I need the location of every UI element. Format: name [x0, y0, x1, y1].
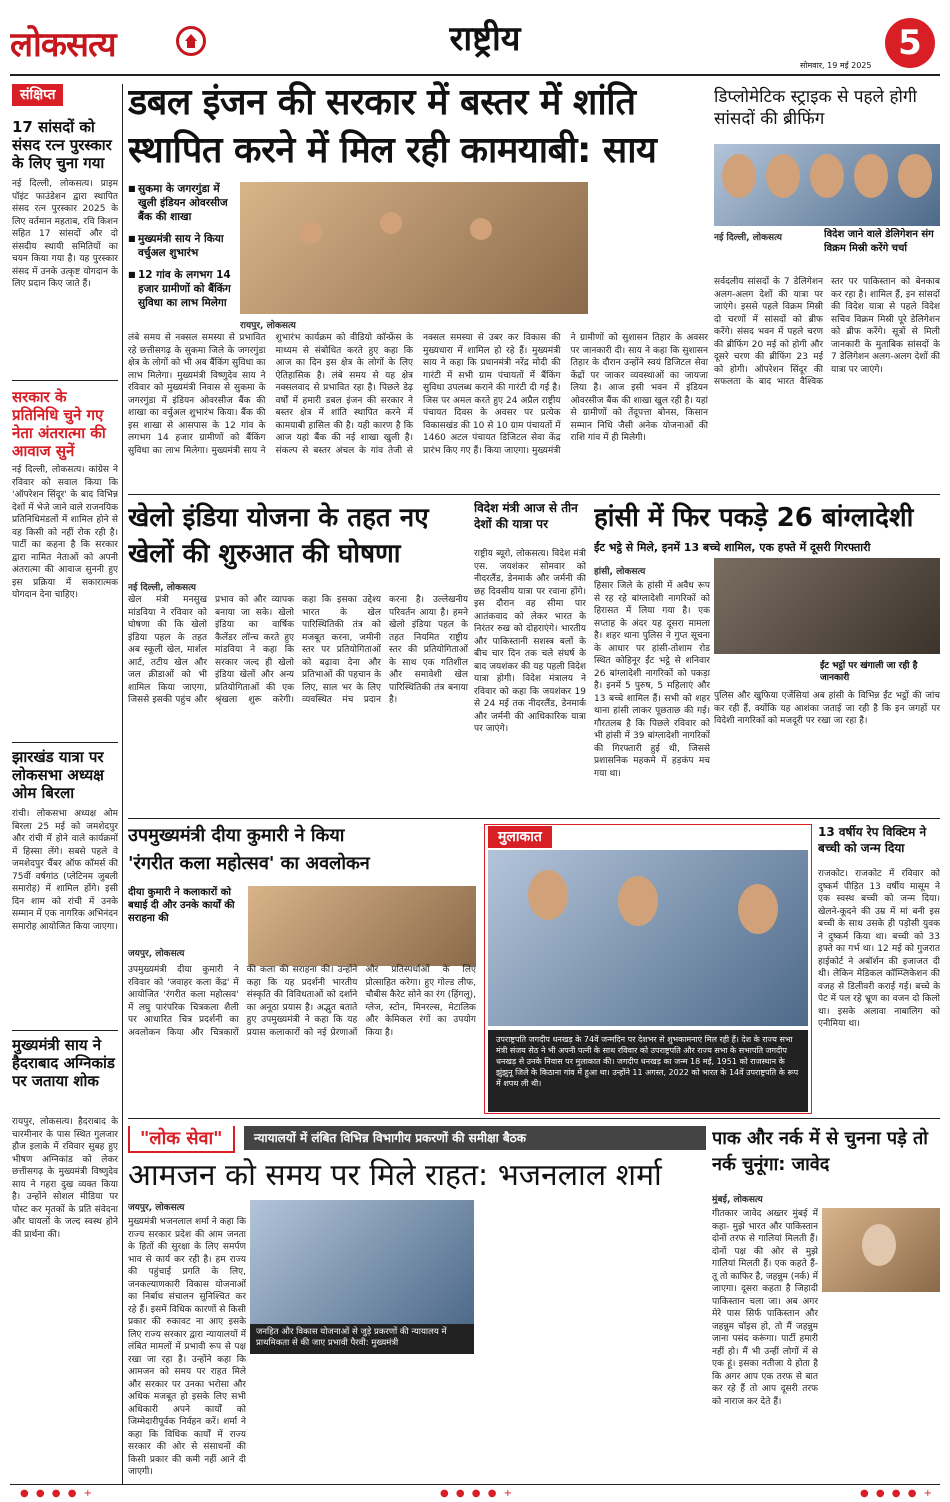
diplomatic-body: सर्वदलीय सांसदों के 7 डेलिगेशन अलग-अलग देशों की यात्रा पर जाएंगे। इससे पहले विक्रम मिस्री दो चरणों में सांसदों को ब्रीफ करेंगे। संसद भवन में पहले चरण की ब्रीफिंग 20 मई को होगी और दूसरे चरण की ब्रीफिंग 23 मई को होगी। ऑपरेशन सिंदूर की सफलता के बाद भारत वैश्विक स्तर पर पाकिस्तान को बेनकाब कर रहा है। शामिल हैं, इन सांसदों की विदेश यात्रा से पहले विदेश सचिव विक्रम मिस्री पूरे डेलिगेशन को ब्रीफ करेंगे। सूत्रों से मिली जानकारी के मुताबिक सांसदों के 7 डेलिगेशन अलग-अलग देशों की यात्रा पर जाएंगे। [714, 277, 940, 387]
brief-2-body: नई दिल्ली, लोकसत्य। कांग्रेस ने रविवार को सवाल किया कि 'ऑपरेशन सिंदूर' के बाद विभिन्न देशों में भेजे जाने वाले राजनयिक प्रतिनिधिमंडलों में शामिल होने से वह किसी को नहीं रोक रही है। पार्टी का कहना है कि सरकार द्वारा नामित नेताओं को अपनी अंतरात्मा की आवाज सुननी हुए इस प्रक्रिया में सकारात्मक योगदान देना चाहिए। [12, 465, 118, 600]
person-figure [300, 222, 322, 244]
lead-photo [240, 182, 588, 314]
lead-body: लंबे समय से नक्सल समस्या से प्रभावित रहे छत्तीसगढ़ के सुकमा जिले के जगरगुंडा क्षेत्र के लोगों को भी अब बैंकिंग सुविधा का लाभ मिलेगा। मुख्यमंत्री विष्णुदेव साय ने रविवार को मुख्यमंत्री निवास से सुकमा के जगरगुंडा में इंडियन ओवरसीज बैंक की शाखा का वर्चुअल शुभारंभ किया। बैंक की इस शाखा से आसपास के 12 गांव के लगभग 14 हजार ग्रामीणों को बैंकिंग सुविधा का लाभ मिलेगा। मुख्यमंत्री साय ने शुभारंभ कार्यक्रम को वीडियो कॉन्फ्रेंस के माध्यम से संबोधित करते हुए कहा कि आज का दिन इस क्षेत्र के लोगों के लिए ऐतिहासिक है। लंबे समय से यह क्षेत्र नक्सलवाद से प्रभावित रहा है। पिछले डेढ़ वर्षों में हमारी डबल इंजन की सरकार ने बस्तर क्षेत्र में शांति स्थापित करने में कामयाबी हासिल की है। यही कारण है कि आज यहां बैंक की नई शाखा खुली है। संकल्प से बस्तर अंचल के गांव तेजी से नक्सल समस्या से उबर कर विकास की मुख्यधारा में शामिल हो रहे हैं। मुख्यमंत्री साय ने कहा कि प्रधानमंत्री नरेंद्र मोदी की गारंटी में सभी ग्राम पंचायतों में बैंकिंग सुविधा उपलब्ध कराने की गारंटी दी गई है। जिस पर अमल करते हुए 24 अप्रैल राष्ट्रीय पंचायत दिवस के अवसर पर प्रत्येक विकासखंड की 10 से 10 ग्राम पंचायतों में 1460 अटल पंचायत डिजिटल सेवा केंद्र प्रारंभ किए गए हैं। किया जाएगा। मुख्यमंत्री ने ग्रामीणों को सुशासन तिहार के अवसर पर जानकारी दी। साय ने कहा कि सुशासन तिहार के दौरान उन्होंने स्वयं डिजिटल सेवा केंद्रों पर जाकर व्यवस्थाओं का जायजा लिया है। आज इसी भवन में इंडियन ओवरसीज बैंक की शाखा खुल रही है। यहां से ग्रामीणों को तेंदूपत्ता बोनस, किसान सम्मान निधि जैसी अनेक योजनाओं की राशि गांव में ही मिलेगी। [128, 333, 708, 456]
person-figure [862, 1224, 896, 1266]
lead-bullet: ■ 12 गांव के लगभग 14 हजार ग्रामीणों को बैंकिंग सुविधा का लाभ मिलेगा [128, 268, 236, 310]
divider [12, 742, 118, 743]
hansi-body: हिसार जिले के हांसी में अवैध रूप से रह रहे बांग्लादेशी नागरिकों को हिरासत में लिया गया है। एक सप्ताह के अंदर यह दूसरा मामला है। शहर थाना पुलिस ने गुप्त सूचना के आधार पर हांसी-तोशाम रोड स्थित कोहिनूर ईंट भट्ठे से शनिवार 26 बांग्लादेशी नागरिकों को पकड़ा है। इनमें 5 पुरुष, 5 महिलाएं और 13 बच्चे शामिल हैं। सभी को शहर थाना हांसी लाकर पूछताछ की गई। गौरतलब है कि पिछले रविवार को भी हांसी में 39 बांग्लादेशी नागरिकों की गिरफ्तारी हुई थी, जिससे प्रशासनिक महकमे में हड़कंप मच गया था। [594, 581, 710, 779]
lead-bullet: ■ सुकमा के जगरगुंडा में खुली इंडियन ओवरसीज बैंक की शाखा [128, 182, 236, 224]
mp-portrait [898, 154, 932, 198]
person-figure [528, 870, 568, 920]
hansi-photo [714, 558, 940, 654]
diya-headline-line-2: 'रंगरीत कला महोत्सव' का अवलोकन [128, 853, 370, 874]
diya-headline-line-1: उपमुख्यमंत्री दीया कुमारी ने किया [128, 825, 345, 846]
divider [128, 818, 940, 819]
javed-photo [822, 1208, 940, 1292]
diplomatic-pull-quote: विदेश जाने वाले डेलिगेशन संग विक्रम मिस्री करेंगे चर्चा [824, 229, 934, 254]
footer-rule [10, 1484, 940, 1485]
person-figure [738, 884, 778, 934]
khelo-headline: खेलो इंडिया योजना के तहत नए खेलों की शुरुआत की घोषणा [128, 503, 429, 569]
lokseva-headline: आमजन को समय पर मिले राहत: भजनलाल शर्मा [128, 1158, 662, 1193]
mulakat-tag: मुलाकात [488, 826, 578, 848]
diya-dateline: जयपुर, लोकसत्य [128, 949, 185, 958]
home-icon [176, 26, 206, 56]
mp-portrait [722, 154, 756, 198]
section-title: राष्ट्रीय [449, 19, 521, 59]
page-number: 5 [885, 18, 935, 68]
jaishankar-headline: विदेश मंत्री आज से तीन देशों की यात्रा पर [474, 501, 578, 531]
rajkot-body: राजकोट। राजकोट में रविवार को दुष्कर्म पीड़ित 13 वर्षीय मासूम ने एक स्वस्थ बच्ची को जन्म दिया। खेलने-कूदने की उम्र में मां बनी इस बच्ची के साथ उसके ही पड़ोसी युवक ने दुष्कर्म किया था। बच्ची को 33 हफ्ते का गर्भ था। 12 मई को गुजरात हाईकोर्ट ने अबॉर्शन की इजाजत दी थी। लेकिन मेडिकल कॉम्प्लिकेशन की वजह से डिलीवरी कराई गई। बच्चे के पेट में पल रहे भ्रूण का वजन दो किलो था। इसके अलावा नाबालिग को एनीमिया था। [818, 869, 940, 1029]
hansi-subhead: ईंट भट्ठे से मिले, इनमें 13 बच्चे शामिल, एक हफ्ते में दूसरी गिरफ्तारी [594, 541, 871, 554]
jaishankar-body: राष्ट्रीय ब्यूरो, लोकसत्य। विदेश मंत्री एस. जयशंकर सोमवार को नीदरलैंड, डेनमार्क और जर्मनी की छह दिवसीय यात्रा पर रवाना होंगे। इस दौरान वह सीमा पार आतंकवाद को लेकर भारत के निरंतर रुख को दोहराएंगे। भारतीय और पाकिस्तानी सशस्त्र बलों के बीच चार दिन तक चले संघर्ष के बाद जयशंकर की यह पहली विदेश यात्रा होगी। विदेश मंत्रालय ने रविवार को कहा कि जयशंकर 19 से 24 मई तक नीदरलैंड, डेनमार्क और जर्मनी की आधिकारिक यात्रा पर जाएंगे। [474, 549, 586, 734]
mp-portraits [714, 144, 940, 226]
khelo-dateline: नई दिल्ली, लोकसत्य [128, 583, 196, 592]
column-rule [122, 84, 123, 1484]
lead-dateline: रायपुर, लोकसत्य [240, 321, 296, 330]
lead-bullet: ■ मुख्यमंत्री साय ने किया वर्चुअल शुभारंभ [128, 232, 236, 260]
lokseva-kicker: न्यायालयों में लंबित विभिन्न विभागीय प्रकरणों की समीक्षा बैठक [244, 1126, 706, 1150]
footer-registration-mark: ● ● ● ● + [20, 1488, 94, 1499]
brief-section-tag: संक्षिप्त [12, 84, 112, 108]
brief-4-headline: मुख्यमंत्री साय ने हैदराबाद अग्निकांड पर जताया शोक [12, 1036, 115, 1090]
lead-bullets [128, 182, 236, 312]
masthead-rule [10, 74, 940, 76]
rajkot-headline: 13 वर्षीय रेप विक्टिम ने बच्ची को जन्म दिया [818, 825, 927, 855]
javed-headline: पाक और नर्क में से चुनना पड़े तो नर्क चुनूंगा: जावेद [712, 1128, 928, 1175]
brief-3-body: रांची। लोकसभा अध्यक्ष ओम बिरला 25 मई को जमशेदपुर और रांची में होने वाले कार्यक्रमों में हिस्सा लेंगे। सबसे पहले वे जमशेदपुर चैंबर ऑफ कॉमर्स की 75वीं वर्षगांठ (प्लेटिनम जुबली समारोह) में शामिल होंगे। इसी दिन शाम को रांची में उनके सम्मान में एक नागरिक अभिनंदन समारोह आयोजित किया जाएगा। [12, 809, 118, 932]
brief-1-headline: 17 सांसदों को संसद रत्न पुरस्कार के लिए चुना गया [12, 118, 112, 172]
brief-3-headline: झारखंड यात्रा पर लोकसभा अध्यक्ष ओम बिरला [12, 748, 104, 802]
brief-4-body: रायपुर, लोकसत्य। हैदराबाद के चारमीनार के पास स्थित गुलजार हौज इलाके में रविवार सुबह हुए भीषण अग्निकांड को लेकर छत्तीसगढ़ के मुख्यमंत्री विष्णुदेव साय ने गहरा दुख व्यक्त किया है। उन्होंने सोशल मीडिया पर पोस्ट कर मृतकों के प्रति संवेदना और घायलों के जल्द स्वस्थ होने की प्रार्थना की। [12, 1117, 118, 1240]
hansi-photo-caption: ईंट भट्ठों पर खंगाली जा रही है जानकारी [820, 661, 918, 683]
issue-date: सोमवार, 19 मई 2025 [800, 61, 872, 70]
divider [128, 494, 940, 495]
khelo-body: खेल मंत्री मनसुख मांडविया ने रविवार को घोषणा की कि खेलो इंडिया पहल के तहत अब स्कूली खेल, मार्शल आर्ट, तटीय खेल और जल क्रीडाओं को भी शामिल किया जाएगा, जिससे इसकी पहुंच और प्रभाव को और व्यापक बनाया जा सके। खेलो इंडिया का वार्षिक कैलेंडर लॉन्च करते हुए मांडविया ने कहा कि सरकार जल्द ही खेलो इंडिया खेलों और अन्य प्रतियोगिताओं की एक श्रृंखला शुरू करेगी। कहा कि इसका उद्देश्य भारत के खेल पारिस्थितिकी तंत्र को मजबूत करना, जमीनी स्तर पर प्रतियोगिताओं को बढ़ावा देना और प्रतिभाओं की पहचान के लिए, साल भर के लिए व्यवस्थित मंच प्रदान करना है। उल्लेखनीय परिवर्तन आया है। हमने खेलो इंडिया पहल के तहत नियमित राष्ट्रीय स्तर की प्रतियोगिताओं के साथ एक गतिशील और समावेशी खेल पारिस्थितिकी तंत्र बनाया है। [128, 595, 468, 705]
lokseva-photo [250, 1200, 474, 1324]
mulakat-photo [488, 850, 808, 1026]
hansi-caption-body: पुलिस और खुफिया एजेंसियां अब हांसी के विभिन्न ईंट भट्ठों की जांच कर रही हैं, क्योंकि यह आशंका जताई जा रही है कि इन जगहों पर विदेशी नागरिकों को मजदूरी पर रखा जा रहा है। [714, 691, 940, 726]
person-figure [380, 212, 402, 234]
lokseva-dateline: जयपुर, लोकसत्य [128, 1203, 185, 1212]
footer-registration-mark: ● ● ● ● + [860, 1488, 934, 1499]
person-figure [470, 218, 492, 240]
brief-2-headline: सरकार के प्रतिनिधि चुने गए नेता अंतरात्मा की आवाज सुनें [12, 388, 106, 460]
divider [128, 1118, 940, 1119]
mulakat-caption: उपराष्ट्रपति जगदीप धनखड़ के 74वें जन्मदिन पर देशभर से शुभकामनाएं मिल रही हैं। देश के राज्य सभा मंत्री संजय सेठ ने भी अपनी पत्नी के साथ रविवार को उपराष्ट्रपति और राज्य सभा के सभापति जगदीप धनखड़ से उनके निवास पर मुलाकात की। जगदीप धनखड़ का जन्म 18 मई, 1951 को राजस्थान के झुंझुनू जिले के किठाना गांव में हुआ था। उन्होंने 11 अगस्त, 2022 को भारत के 14वें उपराष्ट्रपति के रूप में शपथ ली थी। [488, 1030, 808, 1112]
hansi-headline: हांसी में फिर पकड़े 26 बांग्लादेशी [594, 503, 914, 533]
diya-pull-quote: दीया कुमारी ने कलाकारों को बधाई दी और उनके कार्यों की सराहना की [128, 887, 235, 924]
diya-body: उपमुख्यमंत्री दीया कुमारी ने रविवार को 'जवाहर कला केंद्र' में आयोजित 'रंगरीत कला महोत्सव' में लघु पारंपरिक चित्रकला शैली पर आधारित चित्र प्रदर्शनी का अवलोकन किया और चित्रकारों की कला की सराहना की। उन्होंने कहा कि यह प्रदर्शनी भारतीय संस्कृति की विविधताओं को दर्शाने का अनूठा प्रयास है। अद्भुत बताते हुए उपमुख्यमंत्री ने कहा कि यह प्रयास कलाकारों को नई प्रेरणाओं और प्रतिस्पर्धाओं के लिए प्रोत्साहित करेगा। हुए गोल्ड लीफ, चौबीस कैरेट सोने का रंग (हिंगलू), ग्लेज, स्टोन, मिनरल्स, मेटालिक और केमिकल रंगों का उपयोग किया है। [128, 965, 476, 1038]
divider [12, 1030, 118, 1031]
lokseva-tag: "लोक सेवा" [128, 1126, 238, 1154]
mp-portrait [810, 154, 844, 198]
hansi-dateline: हांसी, लोकसत्य [594, 567, 646, 576]
brief-1-body: नई दिल्ली, लोकसत्य। प्राइम पॉइंट फाउंडेशन द्वारा स्थापित संसद रत्न पुरस्कार 2025 के लिए वर्तमान महताब, रवि किशन सहित 17 सांसदों और दो संसदीय स्थायी समितियों का चयन किया गया है। यह पुरस्कार संसद में उनके उत्कृष्ट योगदान के लिए प्रदान किए जाते हैं। [12, 179, 118, 289]
divider [12, 380, 118, 381]
diya-photo [248, 886, 476, 966]
lead-headline-line-2: स्थापित करने में मिल रही कामयाबी: साय [128, 130, 657, 171]
lead-headline-line-1: डबल इंजन की सरकार में बस्तर में शांति [128, 82, 636, 123]
javed-dateline: मुंबई, लोकसत्य [712, 1195, 763, 1204]
newspaper-name: लोकसत्य [10, 25, 116, 65]
person-figure [618, 876, 658, 926]
diplomatic-dateline: नई दिल्ली, लोकसत्य [714, 233, 782, 242]
footer-registration-mark: ● ● ● ● + [440, 1488, 514, 1499]
mp-portrait [854, 154, 888, 198]
mp-portrait [766, 154, 800, 198]
lokseva-pull: जनहित और विकास योजनाओं से जुड़े प्रकरणों की न्यायालय में प्राथमिकता से की जाए प्रभावी पैरवी: मुख्यमंत्री [250, 1324, 474, 1354]
lokseva-body: मुख्यमंत्री भजनलाल शर्मा ने कहा कि राज्य सरकार प्रदेश की आम जनता के हितों की सुरक्षा के लिए समर्पण भाव से कार्य कर रही है। हम राज्य की पहुंचाई प्रगति के लिए, जनकल्याणकारी विकास योजनाओं का निर्बाध संचालन सुनिश्चित कर रहे हैं। इसमें विधिक कारणों से किसी प्रकार की रुकावट ना आए इसके लिए राज्य सरकार द्वारा न्यायालयों में लंबित मामलों में प्रभावी रूप से पक्ष रखा जा रहा है। उन्होंने कहा कि आमजन को समय पर राहत मिले और सरकार पर उनका भरोसा और अधिक मजबूत हो इसके लिए सभी अधिकारी अपने कार्यों को जिम्मेदारीपूर्वक निर्वहन करें। शर्मा ने कहा कि विधिक कार्यों में राज्य सरकार की ओर से संसाधनों की किसी प्रकार की कमी नहीं आने दी जाएगी। [128, 1217, 246, 1477]
javed-body: गीतकार जावेद अख्तर मुंबई में कहा- मुझे भारत और पाकिस्तान दोनों तरफ से गालियां मिलती हैं। दोनों पक्ष की ओर से मुझे गालियां मिलती हैं। एक कहते हैं- तू तो काफिर है, जहन्नुम (नर्क) में जाएगा। दूसरा कहता है जिहादी पाकिस्तान चला जा। अब अगर मेरे पास सिर्फ पाकिस्तान और जहन्नुम चॉइस हो, तो मैं जहन्नुम जाना पसंद करूंगा। पार्टी हमारी नहीं हो। मैं भी उन्हीं लोगों में से एक हूं। इसका नतीजा ये होता है कि अगर आप एक तरफ से बात कर रहे हैं तो आप दूसरी तरफ को नाराज कर देते हैं। [712, 1209, 818, 1407]
diplomatic-headline: डिप्लोमेटिक स्ट्राइक से पहले होगी सांसदों की ब्रीफिंग [714, 87, 917, 129]
